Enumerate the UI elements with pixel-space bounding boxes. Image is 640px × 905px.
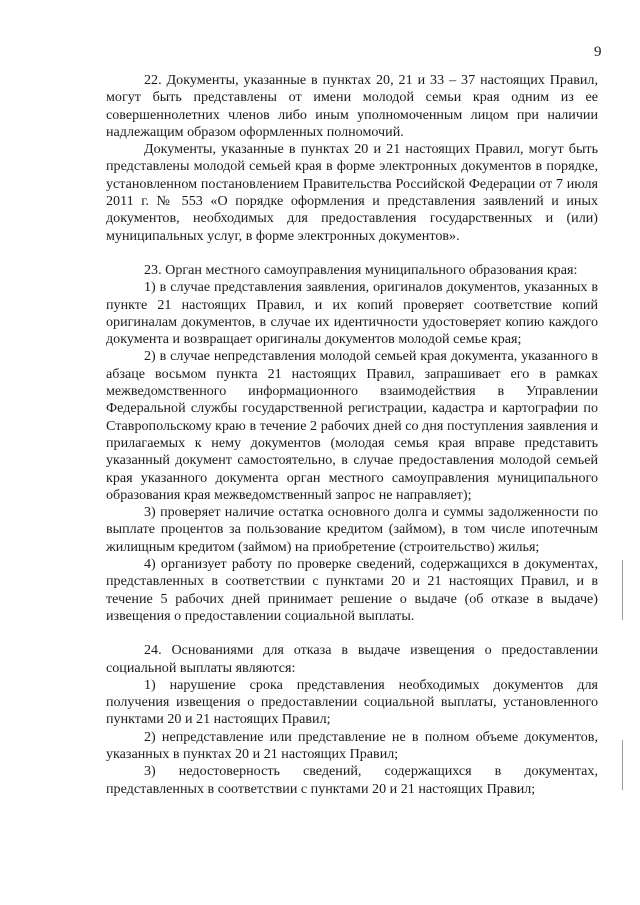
paragraph-23-item-1: 1) в случае представления заявления, оригиналов документов, указанных в пункте 21 настоящих Правил, и их копий проверяет соответствие копий оригиналам документов, в случае их идентичности удостоверяет копию каждого документа и возвращает оригиналы документов молодой семье края;	[106, 279, 598, 348]
paragraph-22-electronic-docs: Документы, указанные в пунктах 20 и 21 настоящих Правил, могут быть представлены молодой семьей края в форме электронных документов в порядке, установленном постановлением Правительства Российской Федерации от 7 июля 2011 г. № 553 «О порядке оформления и представления заявлений и иных документов, необходимых для предоставления государственных и (или) муниципальных услуг, в форме электронных документов».	[106, 141, 598, 244]
paragraph-23-heading: 23. Орган местного самоуправления муниципального образования края:	[144, 261, 578, 278]
scan-edge-mark	[622, 740, 623, 790]
paragraph-24-item-2: 2) непредставление или представление не в полном объеме документов, указанных в пунктах 20 и 21 настоящих Правил;	[106, 728, 598, 762]
paragraph-24-item-1: 1) нарушение срока представления необходимых документов для получения извещения о предоставлении социальной выплаты, установленного пунктами 20 и 21 настоящих Правил;	[106, 676, 598, 728]
scan-edge-mark	[622, 560, 623, 620]
paragraph-23-item-4: 4) организует работу по проверке сведений, содержащихся в документах, представленных в соответствии с пунктами 20 и 21 настоящих Правил, и в течение 5 рабочих дней принимает решение о выдаче (об отказе в выдаче) извещения о предоставлении социальной выплаты.	[106, 556, 598, 624]
page-number: 9	[594, 44, 602, 60]
paragraph-23-item-2: 2) в случае непредставления молодой семьей края документа, указанного в абзаце восьмом пункта 21 настоящих Правил, запрашивает его в рамках межведомственного информационного взаимодействия в Управлении Федеральной службы государственной регистрации, кадастра и картографии по Ставропольскому краю в течение 2 рабочих дней со дня поступления заявления и прилагаемых к нему документов (молодая семья края вправе представить указанный документ самостоятельно, в случае предоставления молодой семьей края указанного документа орган местного самоуправления муниципального образования края межведомственный запрос не направляет);	[106, 348, 598, 503]
paragraph-24-item-3: 3) недостоверность сведений, содержащихся в документах, представленных в соответствии с пунктами 20 и 21 настоящих Правил;	[106, 763, 598, 797]
paragraph-23-item-3: 3) проверяет наличие остатка основного долга и суммы задолженности по выплате процентов за пользование кредитом (займом), в том числе ипотечным жилищным кредитом (займом) на приобретение (строительство) жилья;	[106, 504, 598, 555]
section-gap	[106, 625, 598, 642]
paragraph-24-heading: 24. Основаниями для отказа в выдаче извещения о предоставлении социальной выплаты являются:	[106, 642, 598, 676]
paragraph-22: 22. Документы, указанные в пунктах 20, 21 и 33 – 37 настоящих Правил, могут быть представлены от имени молодой семьи края одним из ее совершеннолетних членов либо иным уполномоченным лицом при наличии надлежащим образом оформленных полномочий.	[106, 72, 598, 140]
document-body	[106, 72, 598, 798]
section-gap	[106, 245, 598, 262]
